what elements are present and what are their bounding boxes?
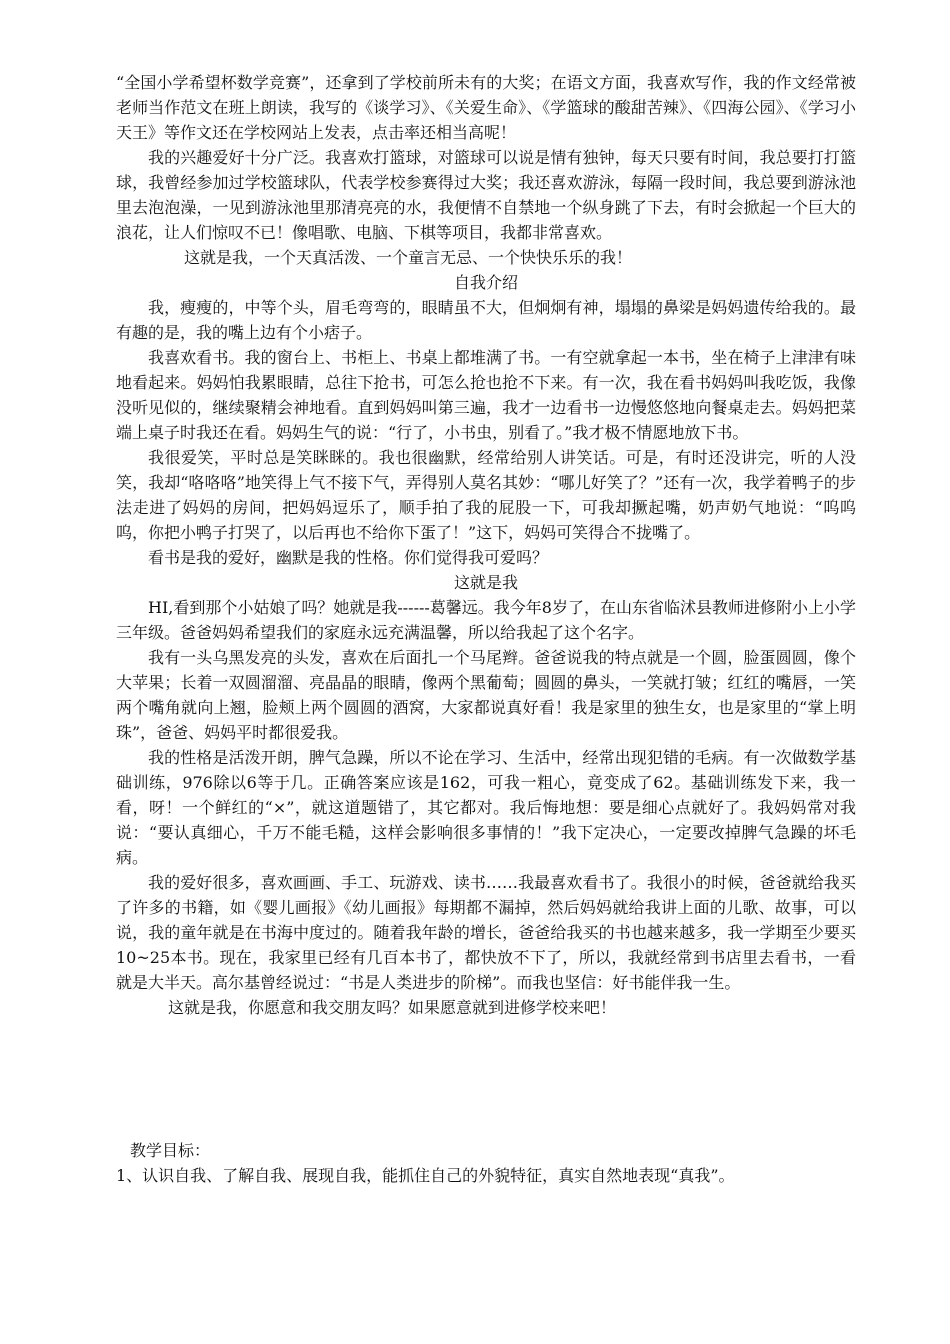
paragraph: “全国小学希望杯数学竞赛”，还拿到了学校前所未有的大奖；在语文方面，我喜欢写作，我的作文经常被老师当作范文在班上朗读，我写的《谈学习》、《关爱生命》、《学篮球的酸甜苦辣》、《四海公园》、《学习小天王》等作文还在学校网站上发表，点击率还相当高呢！ — [116, 73, 856, 142]
paragraph: 我的兴趣爱好十分广泛。我喜欢打篮球，对篮球可以说是情有独钟，每天只要有时间，我总要打打篮球，我曾经参加过学校篮球队，代表学校参赛得过大奖；我还喜欢游泳，每隔一段时间，我总要到游泳池里去泡泡澡，一见到游泳池里那清亮亮的水，我便情不自禁地一个纵身跳了下去，有时会掀起一个巨大的浪花，让人们惊叹不已！像唱歌、电脑、下棋等项目，我都非常喜欢。 — [116, 148, 856, 242]
paragraph: 我的性格是活泼开朗，脾气急躁，所以不论在学习、生活中，经常出现犯错的毛病。有一次做数学基础训练，976除以6等于几。正确答案应该是162，可我一粗心，竟变成了62。基础训练发下来，我一看，呀！一个鲜红的“×”，就这道题错了，其它都对。我后悔地想：要是细心点就好了。我妈妈常对我说：“要认真细心，千万不能毛糙，这样会影响很多事情的！”我下定决心，一定要改掉脾气急躁的坏毛病。 — [116, 748, 856, 867]
paragraph: 我的爱好很多，喜欢画画、手工、玩游戏、读书……我最喜欢看书了。我很小的时候，爸爸就给我买了许多的书籍，如《婴儿画报》《幼儿画报》每期都不漏掉，然后妈妈就给我讲上面的儿歌、故事，可以说，我的童年就是在书海中度过的。随着我年龄的增长，爸爸给我买的书也越来越多，我一学期至少要买10~25本书。现在，我家里已经有几百本书了，都快放不下了，所以，我就经常到书店里去看书，一看就是大半天。高尔基曾经说过：“书是人类进步的阶梯”。而我也坚信：好书能伴我一生。 — [116, 873, 856, 992]
closing-line: 这就是我，一个天真活泼、一个童言无忌、一个快快乐乐的我！ — [184, 248, 633, 267]
closing-line: 这就是我，你愿意和我交朋友吗？如果愿意就到进修学校来吧！ — [168, 998, 617, 1017]
blank-space — [116, 1020, 856, 1138]
paragraph: 我有一头乌黑发亮的头发，喜欢在后面扎一个马尾辫。爸爸说我的特点就是一个圆，脸蛋圆圆，像个大苹果；长着一双圆溜溜、亮晶晶的眼睛，像两个黑葡萄；圆圆的鼻头，一笑就打皱；红红的嘴唇，一笑两个嘴角就向上翘，脸颊上两个圆圆的酒窝，大家都说真好看！我是家里的独生女，也是家里的“掌上明珠”，爸爸、妈妈平时都很爱我。 — [116, 648, 856, 742]
paragraph: HI,看到那个小姑娘了吗？她就是我------葛馨远。我今年8岁了，在山东省临沭县教师进修附小上小学三年级。爸爸妈妈希望我们的家庭永远充满温馨，所以给我起了这个名字。 — [116, 598, 856, 642]
paragraph: 看书是我的爱好，幽默是我的性格。你们觉得我可爱吗？ — [148, 548, 549, 567]
goals-heading: 教学目标： — [130, 1141, 211, 1160]
paragraph: 我很爱笑，平时总是笑眯眯的。我也很幽默，经常给别人讲笑话。可是，有时还没讲完，听的人没笑，我却“咯咯咯”地笑得上气不接下气，弄得别人莫名其妙：“哪儿好笑了？”还有一次，我学着鸭子的步法走进了妈妈的房间，把妈妈逗乐了，顺手拍了我的屁股一下，可我却撅起嘴，奶声奶气地说：“呜呜呜，你把小鸭子打哭了，以后再也不给你下蛋了！”这下，妈妈可笑得合不拢嘴了。 — [116, 448, 856, 542]
paragraph: 我，瘦瘦的，中等个头，眉毛弯弯的，眼睛虽不大，但炯炯有神，塌塌的鼻梁是妈妈遗传给我的。最有趣的是，我的嘴上边有个小痞子。 — [116, 298, 856, 342]
goal-item: 1、认识自我、了解自我、展现自我，能抓住自己的外貌特征，真实自然地表现“真我”。 — [116, 1166, 735, 1185]
teaching-goals — [116, 1138, 856, 1163]
document-content — [116, 70, 856, 1188]
section-title: 自我介绍 — [453, 273, 518, 292]
paragraph: 我喜欢看书。我的窗台上、书柜上、书桌上都堆满了书。一有空就拿起一本书，坐在椅子上津津有味地看起来。妈妈怕我累眼睛，总往下抢书，可怎么抢也抢不下来。有一次，我在看书妈妈叫我吃饭，我像没听见似的，继续聚精会神地看。直到妈妈叫第三遍，我才一边看书一边慢悠悠地向餐桌走去。妈妈把菜端上桌子时我还在看。妈妈生气的说：“行了，小书虫，别看了。”我才极不情愿地放下书。 — [116, 348, 856, 442]
section-title: 这就是我 — [453, 573, 518, 592]
